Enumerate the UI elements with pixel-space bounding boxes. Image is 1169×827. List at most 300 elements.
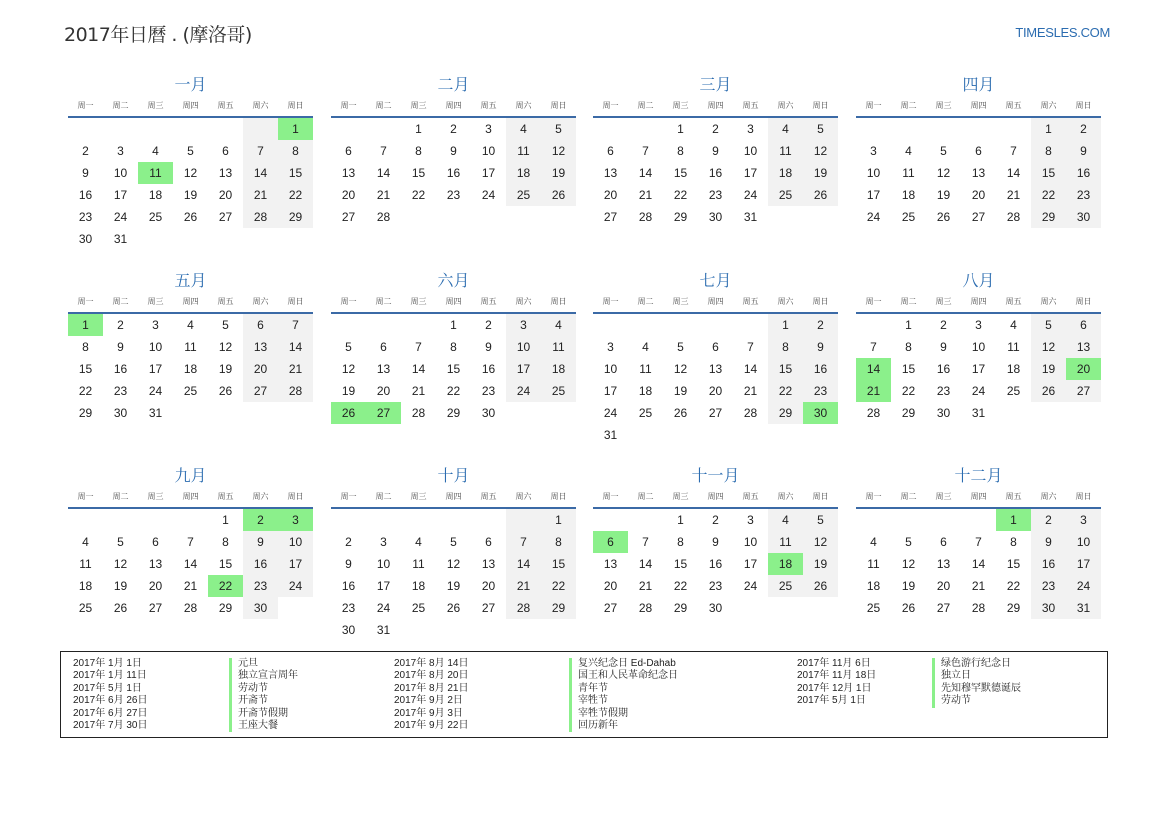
weekday-label: 周五 (480, 100, 497, 110)
day-cell: 30 (78, 232, 93, 246)
empty-cell (68, 118, 103, 140)
empty-cell (891, 509, 926, 531)
holiday-day-cell: 1 (278, 118, 313, 140)
weekday-label: 周一 (865, 491, 882, 501)
holiday-name-column (229, 658, 298, 732)
day-cell: 24 (743, 579, 758, 593)
day-cell: 9 (243, 531, 278, 553)
day-cell: 3 (1066, 509, 1101, 531)
day-cell: 29 (278, 206, 313, 228)
holiday-date: 2017年 6月 27日 (73, 707, 148, 719)
weekday-label: 周三 (935, 491, 952, 501)
empty-cell (628, 509, 663, 531)
day-cell: 15 (1031, 162, 1066, 184)
day-cell: 27 (936, 601, 951, 615)
day-cell: 23 (1066, 184, 1101, 206)
day-cell: 25 (901, 210, 916, 224)
day-cell: 13 (1066, 336, 1101, 358)
weekday-header (68, 96, 313, 114)
day-cell: 30 (708, 210, 723, 224)
day-cell: 25 (1006, 384, 1021, 398)
day-cell: 19 (341, 384, 356, 398)
weekday-header (593, 96, 838, 114)
weekday-label: 周五 (1005, 296, 1022, 306)
day-cell: 24 (743, 188, 758, 202)
day-cell: 24 (971, 384, 986, 398)
day-cell: 1 (768, 314, 803, 336)
weekday-label: 周四 (182, 491, 199, 501)
day-cell: 27 (603, 210, 618, 224)
weekday-header (593, 292, 838, 310)
day-cell: 10 (278, 531, 313, 553)
weekday-label: 周六 (252, 100, 269, 110)
day-cell: 5 (541, 118, 576, 140)
day-cell: 4 (82, 535, 89, 549)
holiday-day-cell: 14 (856, 358, 891, 380)
day-cell: 6 (152, 535, 159, 549)
day-cell: 30 (1066, 206, 1101, 228)
day-grid (331, 509, 576, 641)
day-cell: 31 (971, 406, 986, 420)
weekday-label: 周六 (515, 100, 532, 110)
weekday-header (856, 487, 1101, 505)
weekday-label: 周四 (445, 100, 462, 110)
weekday-label: 周四 (970, 100, 987, 110)
day-cell: 6 (1066, 314, 1101, 336)
weekday-label: 周一 (340, 296, 357, 306)
day-cell: 26 (673, 406, 688, 420)
weekday-header (68, 292, 313, 310)
day-cell: 20 (971, 188, 986, 202)
day-cell: 1 (541, 509, 576, 531)
day-cell: 11 (506, 140, 541, 162)
day-cell: 16 (481, 362, 496, 376)
day-cell: 26 (541, 184, 576, 206)
day-cell: 20 (148, 579, 163, 593)
day-cell: 6 (485, 535, 492, 549)
day-cell: 21 (376, 188, 391, 202)
day-cell: 21 (411, 384, 426, 398)
month-name: 三月 (699, 75, 732, 94)
day-cell: 9 (712, 144, 719, 158)
day-grid (68, 314, 313, 424)
day-cell: 3 (152, 318, 159, 332)
day-cell: 15 (673, 557, 688, 571)
day-cell: 15 (78, 362, 93, 376)
day-cell: 23 (481, 384, 496, 398)
empty-cell (593, 118, 628, 140)
day-cell: 14 (183, 557, 198, 571)
day-cell: 3 (747, 513, 754, 527)
day-cell: 7 (506, 531, 541, 553)
day-cell: 10 (603, 362, 618, 376)
holiday-name: 复兴纪念日 Ed-Dahab (569, 658, 678, 670)
day-cell: 3 (747, 122, 754, 136)
day-cell: 8 (768, 336, 803, 358)
day-cell: 8 (450, 340, 457, 354)
day-cell: 7 (415, 340, 422, 354)
holiday-date: 2017年 5月 1日 (797, 695, 866, 707)
day-cell: 25 (78, 601, 93, 615)
day-cell: 21 (278, 358, 313, 380)
empty-cell (173, 509, 208, 531)
day-cell: 1 (1031, 118, 1066, 140)
holiday-name: 独立日 (932, 670, 1021, 682)
day-cell: 28 (506, 597, 541, 619)
day-cell: 14 (376, 166, 391, 180)
day-cell: 9 (1031, 531, 1066, 553)
day-cell: 15 (446, 362, 461, 376)
day-cell: 6 (607, 144, 614, 158)
empty-cell (593, 314, 628, 336)
empty-cell (331, 118, 366, 140)
day-cell: 4 (768, 509, 803, 531)
day-cell: 29 (901, 406, 916, 420)
day-cell: 9 (803, 336, 838, 358)
weekday-label: 周二 (900, 100, 917, 110)
empty-cell (628, 118, 663, 140)
day-cell: 4 (541, 314, 576, 336)
day-cell: 15 (278, 162, 313, 184)
holiday-day-cell: 20 (1066, 358, 1101, 380)
day-cell: 25 (866, 601, 881, 615)
day-cell: 8 (677, 535, 684, 549)
month-calendar (331, 465, 576, 641)
weekday-label: 周二 (637, 491, 654, 501)
holiday-date: 2017年 7月 30日 (73, 720, 148, 732)
day-cell: 14 (506, 553, 541, 575)
day-cell: 13 (376, 362, 391, 376)
day-cell: 29 (673, 210, 688, 224)
day-cell: 29 (541, 597, 576, 619)
weekday-label: 周五 (217, 491, 234, 501)
day-cell: 28 (971, 601, 986, 615)
day-cell: 21 (243, 184, 278, 206)
day-grid (68, 509, 313, 619)
day-cell: 29 (1031, 206, 1066, 228)
day-grid (593, 314, 838, 446)
day-cell: 18 (866, 579, 881, 593)
day-cell: 23 (708, 579, 723, 593)
day-cell: 24 (1066, 575, 1101, 597)
day-cell: 7 (187, 535, 194, 549)
day-cell: 20 (218, 188, 233, 202)
holiday-date: 2017年 6月 26日 (73, 695, 148, 707)
day-cell: 30 (243, 597, 278, 619)
day-cell: 18 (638, 384, 653, 398)
month-name: 十二月 (954, 466, 1003, 485)
day-cell: 16 (78, 188, 93, 202)
day-cell: 29 (673, 601, 688, 615)
holiday-day-cell: 11 (138, 162, 173, 184)
day-cell: 30 (113, 406, 128, 420)
empty-cell (856, 509, 891, 531)
day-cell: 25 (638, 406, 653, 420)
empty-cell (331, 509, 366, 531)
day-cell: 16 (1066, 162, 1101, 184)
day-cell: 31 (113, 232, 128, 246)
day-cell: 28 (1006, 210, 1021, 224)
holiday-day-cell: 26 (331, 402, 366, 424)
day-cell: 22 (768, 380, 803, 402)
day-cell: 16 (708, 166, 723, 180)
day-cell: 23 (708, 188, 723, 202)
day-cell: 25 (768, 575, 803, 597)
empty-cell (628, 314, 663, 336)
day-cell: 8 (677, 144, 684, 158)
day-cell: 11 (768, 531, 803, 553)
day-cell: 4 (870, 535, 877, 549)
day-cell: 22 (446, 384, 461, 398)
day-cell: 21 (183, 579, 198, 593)
day-cell: 18 (148, 188, 163, 202)
day-cell: 12 (446, 557, 461, 571)
day-cell: 31 (743, 210, 758, 224)
day-cell: 12 (901, 557, 916, 571)
day-cell: 24 (113, 210, 128, 224)
day-cell: 13 (603, 166, 618, 180)
day-cell: 25 (506, 184, 541, 206)
day-cell: 19 (446, 579, 461, 593)
day-cell: 2 (82, 144, 89, 158)
day-cell: 3 (485, 122, 492, 136)
day-cell: 23 (446, 188, 461, 202)
day-cell: 17 (743, 166, 758, 180)
day-cell: 14 (638, 557, 653, 571)
month-name: 十一月 (691, 466, 740, 485)
day-cell: 15 (768, 358, 803, 380)
weekday-label: 周五 (217, 296, 234, 306)
day-cell: 14 (411, 362, 426, 376)
day-cell: 2 (345, 535, 352, 549)
day-cell: 18 (506, 162, 541, 184)
weekday-header (68, 487, 313, 505)
day-cell: 10 (743, 535, 758, 549)
day-cell: 23 (78, 210, 93, 224)
month-calendar (856, 465, 1101, 619)
holiday-date: 2017年 8月 21日 (394, 682, 469, 694)
day-cell: 7 (1010, 144, 1017, 158)
weekday-label: 周四 (182, 296, 199, 306)
weekday-label: 周二 (112, 491, 129, 501)
day-cell: 25 (411, 601, 426, 615)
day-cell: 5 (222, 318, 229, 332)
empty-cell (961, 118, 996, 140)
day-cell: 20 (603, 188, 618, 202)
day-cell: 27 (243, 380, 278, 402)
day-cell: 12 (113, 557, 128, 571)
empty-cell (856, 118, 891, 140)
weekday-label: 周四 (707, 100, 724, 110)
day-grid (68, 118, 313, 250)
day-cell: 16 (243, 553, 278, 575)
day-cell: 5 (187, 144, 194, 158)
day-cell: 4 (768, 118, 803, 140)
weekday-label: 周日 (812, 296, 829, 306)
day-cell: 21 (743, 384, 758, 398)
weekday-label: 周一 (602, 296, 619, 306)
day-cell: 19 (183, 188, 198, 202)
day-cell: 10 (481, 144, 496, 158)
day-cell: 7 (870, 340, 877, 354)
day-cell: 1 (677, 513, 684, 527)
month-name: 十月 (437, 466, 470, 485)
empty-cell (593, 509, 628, 531)
holiday-name: 青年节 (569, 683, 678, 695)
day-cell: 11 (184, 340, 197, 354)
empty-cell (961, 509, 996, 531)
day-cell: 7 (642, 144, 649, 158)
weekday-label: 周六 (1040, 296, 1057, 306)
day-cell: 5 (803, 118, 838, 140)
weekday-header (331, 487, 576, 505)
day-grid (331, 118, 576, 228)
day-cell: 21 (971, 579, 986, 593)
month-calendar (593, 465, 838, 619)
weekday-label: 周一 (340, 491, 357, 501)
day-cell: 20 (936, 579, 951, 593)
weekday-header (856, 292, 1101, 310)
day-cell: 23 (803, 380, 838, 402)
holiday-name: 宰牲节假期 (569, 708, 678, 720)
day-cell: 17 (376, 579, 391, 593)
month-calendar (856, 74, 1101, 228)
day-cell: 22 (673, 188, 688, 202)
day-grid (593, 118, 838, 228)
holiday-name: 劳动节 (229, 683, 298, 695)
weekday-label: 周日 (550, 100, 567, 110)
day-cell: 19 (541, 162, 576, 184)
day-cell: 26 (803, 184, 838, 206)
day-cell: 21 (638, 579, 653, 593)
weekday-label: 周一 (77, 100, 94, 110)
day-cell: 5 (1031, 314, 1066, 336)
day-cell: 23 (243, 575, 278, 597)
holiday-day-cell: 27 (366, 402, 401, 424)
day-cell: 27 (341, 210, 356, 224)
empty-cell (243, 118, 278, 140)
day-cell: 22 (1031, 184, 1066, 206)
weekday-label: 周二 (637, 296, 654, 306)
site-link[interactable]: TIMESLES.COM (1015, 25, 1110, 40)
empty-cell (366, 314, 401, 336)
weekday-label: 周六 (252, 296, 269, 306)
weekday-label: 周三 (672, 100, 689, 110)
day-cell: 17 (1066, 553, 1101, 575)
day-cell: 17 (481, 166, 496, 180)
day-cell: 15 (1006, 557, 1021, 571)
day-cell: 18 (1006, 362, 1021, 376)
holiday-name: 回历新年 (569, 720, 678, 732)
month-name: 七月 (699, 271, 732, 290)
day-cell: 16 (708, 557, 723, 571)
month-name: 四月 (962, 75, 995, 94)
day-cell: 28 (411, 406, 426, 420)
day-cell: 10 (743, 144, 758, 158)
day-cell: 12 (341, 362, 356, 376)
day-cell: 18 (541, 358, 576, 380)
day-grid (856, 314, 1101, 424)
holiday-day-cell: 1 (996, 509, 1031, 531)
day-cell: 10 (148, 340, 163, 354)
weekday-label: 周二 (900, 296, 917, 306)
day-grid (856, 509, 1101, 619)
empty-cell (401, 509, 436, 531)
day-cell: 17 (506, 358, 541, 380)
weekday-label: 周三 (410, 100, 427, 110)
day-cell: 17 (603, 384, 618, 398)
weekday-label: 周三 (935, 100, 952, 110)
day-cell: 19 (673, 384, 688, 398)
day-cell: 18 (768, 162, 803, 184)
holiday-name: 绿色游行纪念日 (932, 658, 1021, 670)
day-cell: 12 (673, 362, 688, 376)
day-cell: 26 (803, 575, 838, 597)
holiday-day-cell: 3 (278, 509, 313, 531)
day-cell: 26 (218, 384, 233, 398)
day-cell: 28 (743, 406, 758, 420)
empty-cell (401, 314, 436, 336)
holiday-day-cell: 6 (593, 531, 628, 553)
day-cell: 20 (481, 579, 496, 593)
holiday-date-column (73, 658, 148, 732)
day-cell: 14 (278, 336, 313, 358)
empty-cell (138, 509, 173, 531)
weekday-label: 周六 (777, 296, 794, 306)
day-cell: 16 (113, 362, 128, 376)
weekday-label: 周五 (1005, 491, 1022, 501)
day-cell: 17 (148, 362, 163, 376)
holiday-day-cell: 21 (856, 380, 891, 402)
day-cell: 27 (971, 210, 986, 224)
day-cell: 7 (278, 314, 313, 336)
month-name: 二月 (437, 75, 470, 94)
day-cell: 25 (148, 210, 163, 224)
day-cell: 22 (1006, 579, 1021, 593)
day-cell: 28 (376, 210, 391, 224)
holiday-date: 2017年 5月 1日 (73, 682, 142, 694)
day-cell: 27 (481, 601, 496, 615)
day-cell: 27 (148, 601, 163, 615)
weekday-label: 周六 (777, 100, 794, 110)
weekday-label: 周日 (550, 296, 567, 306)
day-cell: 6 (380, 340, 387, 354)
day-cell: 28 (278, 380, 313, 402)
weekday-label: 周六 (515, 296, 532, 306)
weekday-label: 周一 (865, 296, 882, 306)
day-cell: 9 (117, 340, 124, 354)
day-cell: 30 (936, 406, 951, 420)
weekday-label: 周六 (777, 491, 794, 501)
holiday-name: 劳动节 (932, 695, 1021, 707)
day-cell: 9 (450, 144, 457, 158)
month-calendar (68, 465, 313, 619)
day-cell: 4 (187, 318, 194, 332)
day-cell: 5 (345, 340, 352, 354)
day-cell: 9 (712, 535, 719, 549)
holiday-date: 2017年 12月 1日 (797, 682, 872, 694)
weekday-label: 周三 (147, 296, 164, 306)
day-cell: 5 (940, 144, 947, 158)
day-cell: 23 (113, 384, 128, 398)
day-cell: 29 (218, 601, 233, 615)
weekday-label: 周六 (1040, 491, 1057, 501)
day-cell: 8 (278, 140, 313, 162)
day-cell: 16 (341, 579, 356, 593)
day-cell: 15 (541, 553, 576, 575)
empty-cell (68, 509, 103, 531)
weekday-label: 周日 (1075, 100, 1092, 110)
